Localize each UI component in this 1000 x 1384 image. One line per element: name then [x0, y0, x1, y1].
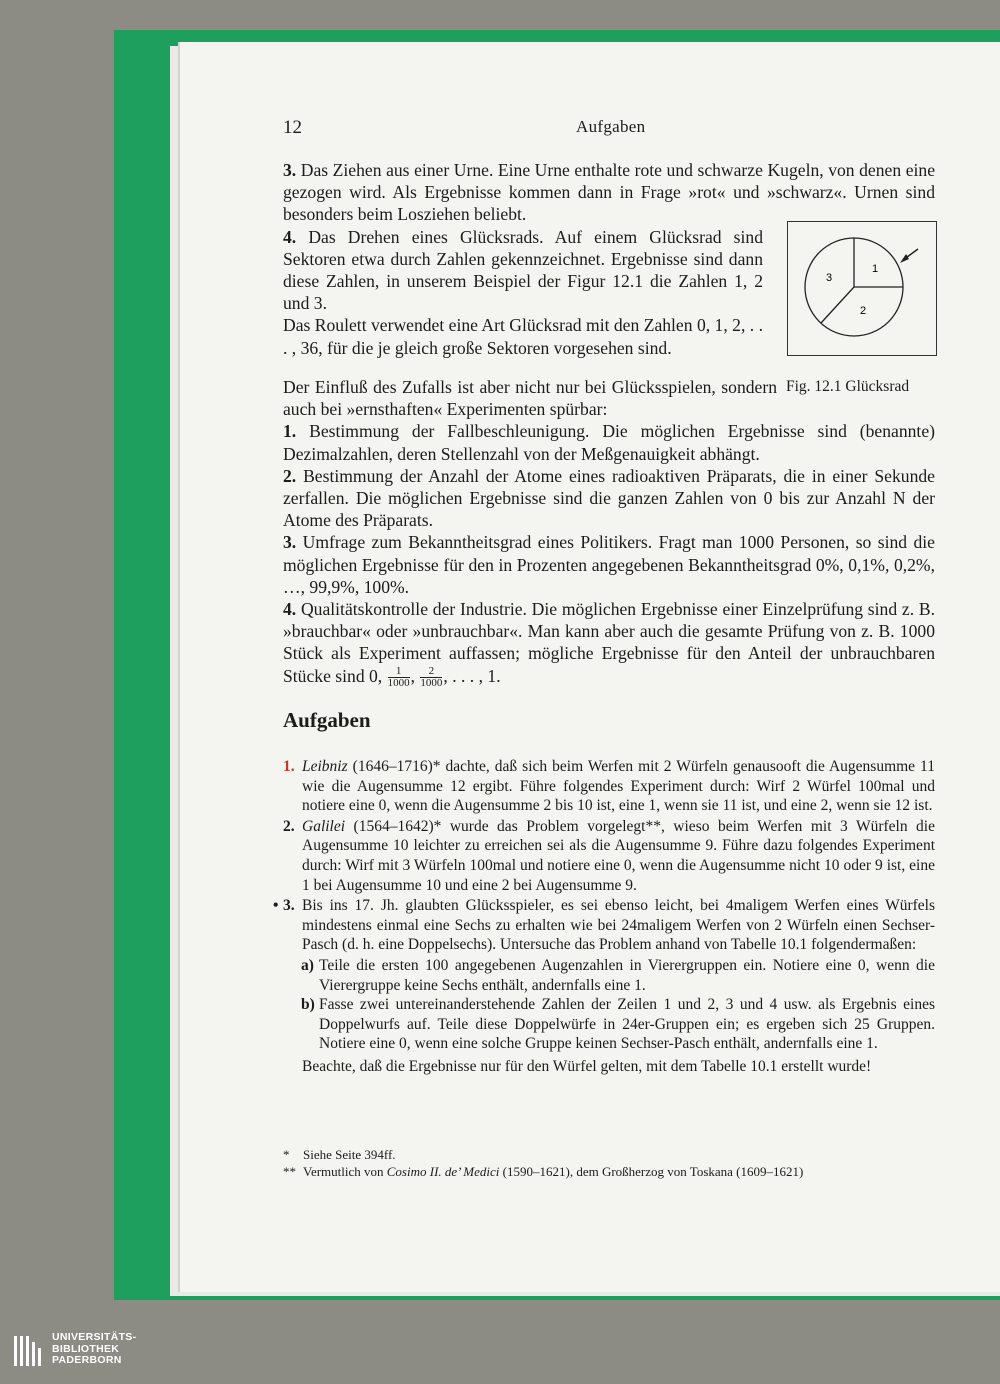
item-gluecksrad: 4. Das Drehen eines Glücksrads. Auf einem Glücksrad sind Sektoren etwa durch Zahlen gekennzeichnet. Ergebnisse sind dann diese Zahlen, in unserem Beispiel der Figur 12.1 die Zahlen 1, 2 und 3. — [283, 226, 763, 314]
experiment-1: 1. Bestimmung der Fallbeschleunigung. Die möglichen Ergebnisse sind (benannte) Dezimalzahlen, deren Stellenzahl von der Meßgenauigkeit abhängt. — [283, 421, 935, 464]
task-3: • 3. Bis ins 17. Jh. glaubten Glücksspieler, es sei ebenso leicht, bei 4maligem Werfen eines Würfels mindestens einmal eine Sechs zu erhalten wie bei 24maligem Werfen von 2 Würfeln einen Sechser-Pasch (d. h. eine Doppelsechs). Untersuche das Problem anhand von Tabelle 10.1 folgendermaßen: — [273, 897, 935, 954]
footnote-2: ** Vermutlich von Cosimo II. de’ Medici (1590–1621), dem Großherzog von Toskana (1609–1621) — [283, 1164, 804, 1179]
footnote-1: * Siehe Seite 394ff. — [283, 1147, 396, 1162]
task-2: 2. Galilei (1564–1642)* wurde das Problem vorgelegt**, wieso beim Werfen mit 3 Würfeln die Augensumme 10 leichter zu erreichen sei als die Augensumme 9. Führe dazu folgendes Experiment durch: Wirf mit 3 Würfeln 100mal und notiere eine 0, wenn die Augensumme nicht 10 oder 9 ist, eine 1 bei Augensumme 10 und eine 2 bei Augensumme 9. — [283, 817, 935, 894]
figure-gluecksrad — [787, 221, 937, 356]
page-number: 12 — [283, 117, 302, 138]
fraction-1-1000: $\frac{1}{1000}$ — [387, 665, 410, 690]
task-3-a: a) Teile die ersten 100 angegebenen Augenzahlen in Vierergruppen ein. Notiere eine 0, wenn die Vierergruppe keine Sechs enthält, andernfalls eine 1. — [301, 956, 935, 994]
roulette-paragraph: Das Roulett verwendet eine Art Glücksrad mit den Zahlen 0, 1, 2, . . . , 36, für die je gleich große Sektoren vorgesehen sind. — [283, 315, 763, 358]
figure-caption: Fig. 12.1 Glücksrad — [786, 378, 910, 395]
experiment-3: 3. Umfrage zum Bekanntheitsgrad eines Politikers. Fragt man 1000 Personen, so sind die möglichen Ergebnisse für den in Prozenten angegebenen Bekanntheitsgrad 0%, 0,1%, 0,2%, …, 99,9%, 100%. — [283, 532, 935, 597]
sector-label-3: 3 — [826, 272, 833, 284]
sector-label-2: 2 — [860, 305, 867, 317]
logo-line-3: PADERBORN — [52, 1354, 122, 1366]
body-text-bottom — [283, 376, 935, 689]
logo-line-1: UNIVERSITÄTS- — [52, 1331, 137, 1343]
difficulty-marker: • — [273, 897, 279, 915]
sector-label-1: 1 — [872, 263, 879, 275]
task-1: 1. Leibniz (1646–1716)* dachte, daß sich beim Werfen mit 2 Würfeln genausooft die Augensumme 11 wie die Augensumme 12 ergibt. Führe folgendes Experiment durch: Wirf 2 Würfel 100mal und notiere eine 0, wenn die Augensumme 2 bis 10 ist, eine 1, wenn sie 11 ist, und eine 2, wenn sie 12 ist. — [283, 758, 935, 815]
gluecksrad-diagram — [788, 222, 936, 355]
fraction-2-1000: $\frac{2}{1000}$ — [420, 665, 443, 690]
logo-line-2: BIBLIOTHEK — [52, 1342, 120, 1355]
item-urne: 3. Das Ziehen aus einer Urne. Eine Urne enthalte rote und schwarze Kugeln, von denen eine gezogen wird. Als Ergebnisse kommen dann in Frage »rot« und »schwarz«. Urnen sind besonders beim Losziehen beliebt. — [283, 160, 935, 225]
pointer-arrowhead-icon — [900, 254, 909, 263]
task-list — [273, 757, 935, 1077]
influence-paragraph: Der Einfluß des Zufalls ist aber nicht nur bei Glücksspielen, sondern auch bei »ernsthaften« Experimenten spürbar: — [283, 377, 777, 420]
section-title: Aufgaben — [283, 708, 371, 732]
running-header: Aufgaben — [576, 117, 646, 136]
experiment-4: 4. Qualitätskontrolle der Industrie. Die möglichen Ergebnisse einer Einzelprüfung sind z. B. »brauchbar« oder »unbrauchbar«. Man kann aber auch die gesamte Prüfung von z. B. 1000 Stück als Experiment auffassen; mögliche Ergebnisse für den Anteil der unbrauchbaren Stücke sind 0, $\frac{1}{1000}$ , $\frac{2}{1000}$ , . . . , 1. — [283, 599, 935, 690]
sector-divider — [821, 287, 854, 323]
library-bars-icon — [14, 1336, 44, 1366]
experiment-2: 2. Bestimmung der Anzahl der Atome eines radioaktiven Präparats, die in einer Sekunde zerfallen. Die möglichen Ergebnisse sind die ganzen Zahlen von 0 bis zur Anzahl N der Atome des Präparats. — [283, 465, 935, 531]
task-3-note: Beachte, daß die Ergebnisse nur für den Würfel gelten, mit dem Tabelle 10.1 erstellt wurde! — [302, 1057, 872, 1075]
task-3-b: b) Fasse zwei untereinanderstehende Zahlen der Zeilen 1 und 2, 3 und 4 usw. als Ergebnis eines Doppelwurfs auf. Teile diese Doppelwürfe in 24er-Gruppen ein; es ergeben sich 25 Gruppen. Notiere eine 0, wenn eine solche Gruppe keinen Sechser-Pasch enthält, andernfalls eine 1. — [301, 996, 935, 1053]
footnotes — [283, 1146, 803, 1180]
